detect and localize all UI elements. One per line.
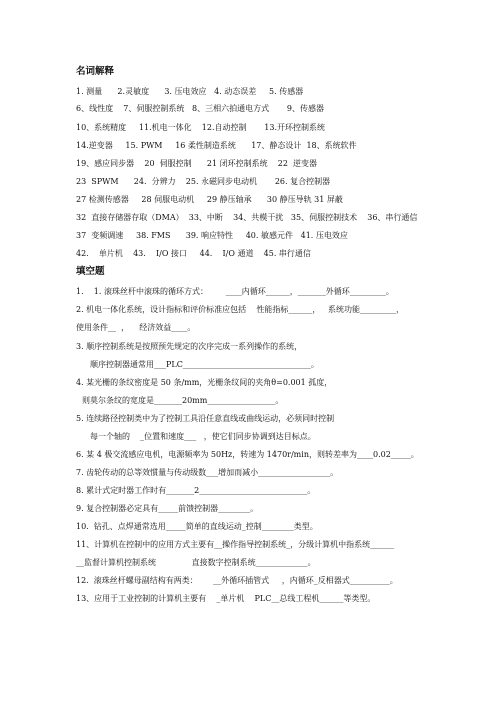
question-line: 8. 累计式定时器工作时有_______2___________________________。 (76, 486, 316, 495)
question-line: __监督计算机控制系统 直接数字控制系统_____________。 (76, 558, 316, 567)
term-line: 32 直接存储器存取（DMA） 33、中断 34、共模干扰 35、伺服控制技术 36、串行通信 (76, 213, 418, 222)
question-line: 顺序控制器通常用___PLC________________________________。 (90, 360, 319, 369)
question-line: 9. 复合控制器必定具有_____前馈控制器________。 (76, 504, 259, 513)
question-line: 每一个轴的 _位置和速度___ ，使它们同步协调到达目标点。 (90, 432, 316, 441)
term-line: 19、感应同步器 20 伺服控制 21 闭环控制系统 22 逆变器 (76, 159, 318, 168)
question-line: 7. 齿轮传动的总等效惯量与传动级数___增加而减小__________________。 (76, 468, 339, 477)
question-line: 11、计算机在控制中的应用方式主要有__操作指导控制系统_，分级计算机中指系统______ (76, 540, 395, 549)
question-line: 1. 1. 滚珠丝杆中滚珠的循环方式： ____内循环______，_______外循环_________。 (76, 287, 394, 296)
question-line: 3. 顺序控制系统是按照预先规定的次序完成一系列操作的系统， (76, 342, 303, 351)
question-line: 2. 机电一体化系统，设计指标和评价标准应包括 性能指标______， 系统功能_________， (76, 305, 404, 314)
question-line: 则莫尔条纹的宽度是_______20mm_________________。 (82, 396, 284, 405)
question-line: 使用条件__ ， 经济效益____。 (76, 323, 196, 332)
term-line: 10、系统精度 11.机电一体化 12.自动控制 13.开环控制系统 (76, 123, 326, 132)
question-line: 12. 滚珠丝杆螺母副结构有两类： __外循环插管式 ，内循环_反相器式__________。 (76, 576, 398, 585)
question-line: 10. 钻孔、点焊通常选用_____简单的直线运动_控制________类型。 (76, 522, 318, 531)
question-line: 5. 连续路径控制类中为了控制工具沿任意直线或曲线运动，必须同时控制 (76, 414, 335, 423)
section-title-fill-blanks: 填空题 (76, 266, 105, 277)
section-title-terms: 名词解释 (76, 66, 115, 77)
term-line: 42. 单片机 43. I/O 接口 44. I/O 通道 45. 串行通信 (76, 249, 311, 258)
term-line: 37 变频调速 38. FMS 39. 响应特性 40. 敏感元件 41. 压电效应 (76, 231, 348, 240)
question-line: 6. 某 4 极交流感应电机，电源频率为 50Hz，转速为 1470r/min，则转差率为____0.02_____。 (76, 450, 419, 459)
question-line: 13、应用于工业控制的计算机主要有 _单片机 PLC__总线工程机______等类型。 (76, 594, 376, 603)
term-line: 14.逆变器 15. PWM 16 柔性制造系统 17、静态设计 18、系统软件 (76, 141, 357, 150)
term-line: 6、线性度 7、伺服控制系统 8、三相六拍通电方式 9、传感器 (76, 104, 324, 113)
question-line: 4. 某光栅的条纹密度是 50 条/mm，光栅条纹间的夹角θ=0.001 孤度， (76, 378, 333, 387)
term-line: 1. 测量 2.灵敏度 3. 压电效应 4. 动态误差 5. 传感器 (76, 87, 304, 96)
term-line: 23 SPWM 24. 分辨力 25. 永磁同步电动机 26. 复合控制器 (76, 177, 331, 186)
term-line: 27 检测传感器 28 伺服电动机 29 静压轴承 30 静压导轨 31 屏蔽 (76, 195, 343, 204)
